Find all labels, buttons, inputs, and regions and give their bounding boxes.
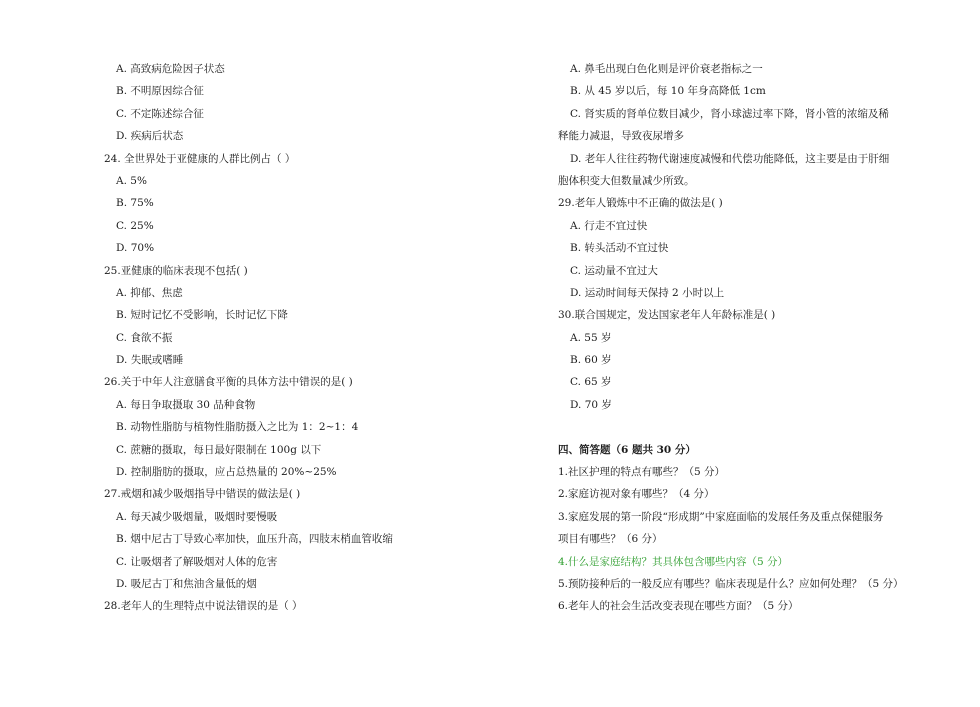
- question-text: 30.联合国规定，发达国家老年人年龄标准是( ): [558, 309, 776, 322]
- option-text: B. 短时记忆不受影响，长时记忆下降: [116, 309, 288, 322]
- option-text: D. 老年人往往药物代谢速度减慢和代偿功能降低，这主要是由于肝细: [570, 152, 890, 165]
- option-text: B. 60 岁: [570, 354, 612, 367]
- option-text: A. 每日争取摄取 30 品种食物: [116, 398, 256, 411]
- option-text: D. 失眠或嗜睡: [116, 354, 184, 367]
- right-column: [558, 58, 938, 618]
- option-text: B. 转头活动不宜过快: [570, 242, 669, 255]
- question-text: 3.家庭发展的第一阶段“形成期”中家庭面临的发展任务及重点保健服务: [558, 510, 884, 523]
- option-text: D. 疾病后状态: [116, 130, 184, 143]
- option-text: D. 吸尼古丁和焦油含量低的烟: [116, 577, 257, 590]
- question-text: 6.老年人的社会生活改变表现在哪些方面？（5 分）: [558, 600, 799, 613]
- left-column: [104, 58, 524, 618]
- option-text: B. 不明原因综合征: [116, 85, 204, 98]
- option-text: C. 65 岁: [570, 376, 612, 389]
- option-text: C. 不定陈述综合征: [116, 107, 204, 120]
- option-text: D. 运动时间每天保持 2 小时以上: [570, 286, 725, 299]
- option-text: A. 高致病危险因子状态: [116, 63, 225, 75]
- option-text: C. 蔗糖的摄取，每日最好限制在 100g 以下: [116, 443, 322, 456]
- question-text: 27.戒烟和减少吸烟指导中错误的做法是( ): [104, 488, 301, 501]
- question-text: 29.老年人锻炼中不正确的做法是( ): [558, 197, 723, 210]
- question-text: 24. 全世界处于亚健康的人群比例占（ ）: [104, 152, 296, 165]
- question-text: 28.老年人的生理特点中说法错误的是（ ）: [104, 600, 303, 613]
- option-text: C. 25%: [116, 219, 154, 232]
- option-text: C. 让吸烟者了解吸烟对人体的危害: [116, 555, 278, 568]
- question-text: 2.家庭访视对象有哪些？（4 分）: [558, 488, 715, 501]
- question-text: 项目有哪些？（6 分）: [558, 533, 663, 546]
- option-text: B. 动物性脂肪与植物性脂肪摄入之比为 1：2~1：4: [116, 421, 359, 434]
- option-text: C. 肾实质的肾单位数目减少，肾小球滤过率下降，肾小管的浓缩及稀: [570, 107, 889, 120]
- option-text: A. 5%: [116, 174, 147, 187]
- option-continuation: 释能力减退，导致夜尿增多: [558, 130, 684, 143]
- question-text-highlighted: 4.什么是家庭结构？其具体包含哪些内容（5 分）: [558, 555, 789, 568]
- option-continuation: 胞体积变大但数量减少所致。: [558, 174, 695, 187]
- option-text: B. 75%: [116, 197, 154, 210]
- section-heading: 四、简答题（6 题共 30 分）: [558, 443, 696, 456]
- option-text: A. 每天减少吸烟量，吸烟时要慢吸: [116, 510, 278, 523]
- option-text: A. 鼻毛出现白色化则是评价衰老指标之一: [570, 63, 763, 75]
- question-text: 5.预防接种后的一般反应有哪些？临床表现是什么？应如何处理？（5 分）: [558, 577, 904, 590]
- option-text: D. 70%: [116, 242, 155, 255]
- question-text: 1.社区护理的特点有哪些？（5 分）: [558, 466, 726, 479]
- option-text: B. 从 45 岁以后，每 10 年身高降低 1cm: [570, 85, 766, 98]
- option-text: A. 行走不宜过快: [570, 219, 648, 232]
- option-text: C. 运动量不宜过大: [570, 264, 658, 277]
- option-text: D. 控制脂肪的摄取，应占总热量的 20%~25%: [116, 466, 337, 479]
- question-text: 26.关于中年人注意膳食平衡的具体方法中错误的是( ): [104, 376, 353, 389]
- option-text: A. 抑郁、焦虑: [116, 286, 183, 299]
- option-text: A. 55 岁: [570, 331, 612, 344]
- spacer: [558, 416, 938, 438]
- question-text: 25.亚健康的临床表现不包括( ): [104, 264, 248, 277]
- option-text: D. 70 岁: [570, 398, 612, 411]
- option-text: B. 烟中尼古丁导致心率加快，血压升高，四肢末梢血管收缩: [116, 533, 393, 546]
- option-text: C. 食欲不振: [116, 331, 173, 344]
